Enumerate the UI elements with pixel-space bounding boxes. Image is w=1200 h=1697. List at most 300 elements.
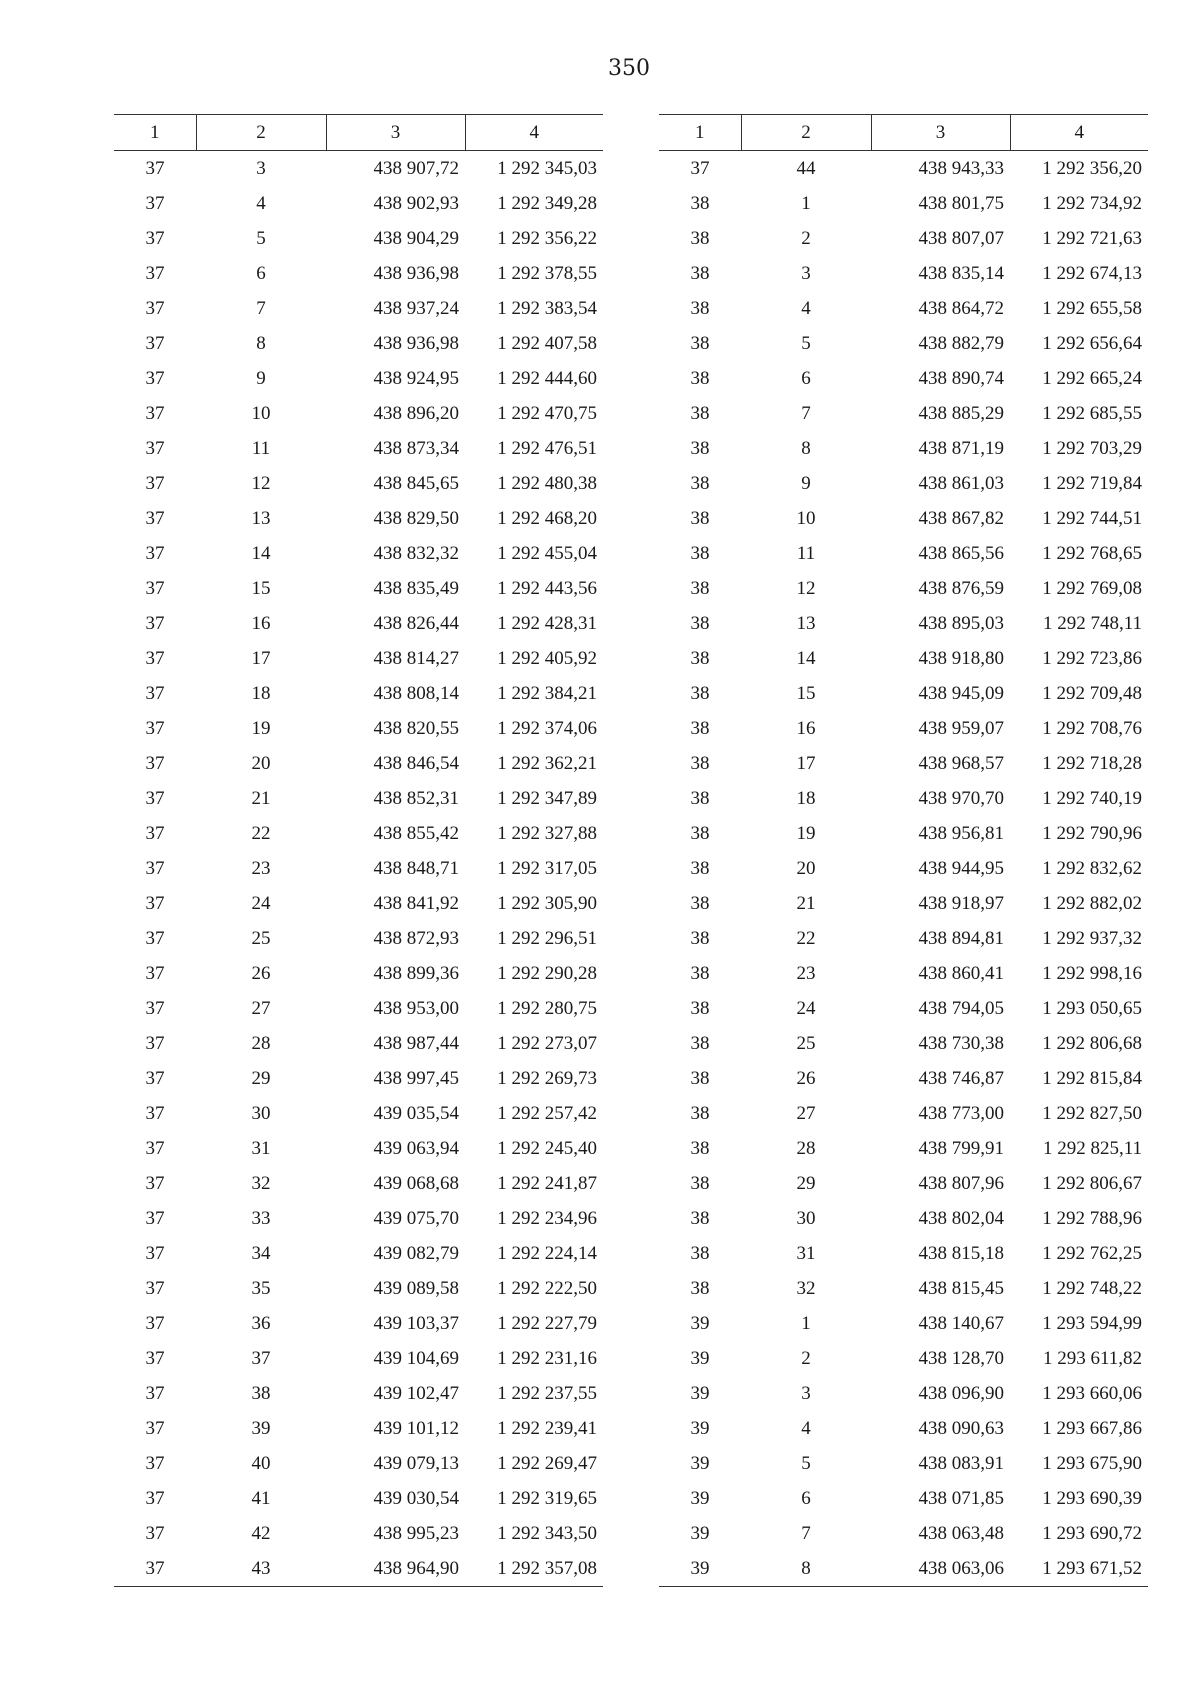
x-coordinate-cell: 438 865,56	[918, 542, 1004, 564]
point-number-cell: 15	[251, 577, 271, 599]
point-number-cell: 12	[251, 472, 271, 494]
x-coordinate-cell: 438 894,81	[918, 927, 1004, 949]
table-row	[659, 1096, 1148, 1131]
point-number-cell: 26	[251, 962, 271, 984]
contour-number-cell: 37	[145, 1487, 165, 1509]
table-row	[114, 1201, 603, 1236]
y-coordinate-cell: 1 292 305,90	[497, 892, 597, 914]
y-coordinate-cell: 1 292 790,96	[1042, 822, 1142, 844]
x-coordinate-cell: 438 815,45	[918, 1277, 1004, 1299]
point-number-cell: 5	[801, 1452, 811, 1474]
x-coordinate-cell: 438 083,91	[918, 1452, 1004, 1474]
point-number-cell: 43	[196, 1551, 326, 1587]
point-number-cell: 29	[251, 1067, 271, 1089]
x-coordinate-cell: 438 970,70	[918, 787, 1004, 809]
contour-number-cell: 38	[690, 682, 710, 704]
y-coordinate-cell: 1 292 224,14	[497, 1242, 597, 1264]
table-row	[659, 1376, 1148, 1411]
y-coordinate-cell: 1 292 815,84	[1042, 1067, 1142, 1089]
table-row	[114, 1306, 603, 1341]
x-coordinate-cell: 438 807,07	[918, 227, 1004, 249]
y-coordinate-cell: 1 292 269,73	[497, 1067, 597, 1089]
point-number-cell: 5	[256, 227, 266, 249]
contour-number-cell: 38	[690, 647, 710, 669]
contour-number-cell: 37	[145, 1277, 165, 1299]
point-number-cell: 8	[256, 332, 266, 354]
point-number-cell: 28	[796, 1137, 816, 1159]
table-row	[659, 851, 1148, 886]
x-coordinate-cell: 438 852,31	[373, 787, 459, 809]
x-coordinate-cell: 438 801,75	[918, 192, 1004, 214]
point-number-cell: 27	[796, 1102, 816, 1124]
point-number-cell: 6	[801, 1487, 811, 1509]
contour-number-cell: 37	[145, 1312, 165, 1334]
table-row	[659, 1516, 1148, 1551]
point-number-cell: 3	[801, 262, 811, 284]
x-coordinate-cell: 438 956,81	[918, 822, 1004, 844]
x-coordinate-cell: 439 102,47	[373, 1382, 459, 1404]
point-number-cell: 25	[796, 1032, 816, 1054]
column-header-2: 2	[741, 115, 871, 151]
x-coordinate-cell: 438 846,54	[373, 752, 459, 774]
point-number-cell: 11	[796, 542, 816, 564]
contour-number-cell: 37	[145, 892, 165, 914]
coordinates-table-left	[114, 114, 603, 1587]
x-coordinate-cell: 438 835,49	[373, 577, 459, 599]
point-number-cell: 14	[796, 647, 816, 669]
x-coordinate-cell: 438 140,67	[918, 1312, 1004, 1334]
contour-number-cell: 38	[690, 1067, 710, 1089]
x-coordinate-cell: 438 904,29	[373, 227, 459, 249]
point-number-cell: 4	[801, 1417, 811, 1439]
y-coordinate-cell: 1 292 317,05	[497, 857, 597, 879]
table-row	[114, 711, 603, 746]
table-row	[114, 1551, 603, 1587]
contour-number-cell: 39	[690, 1487, 710, 1509]
point-number-cell: 21	[796, 892, 816, 914]
point-number-cell: 7	[256, 297, 266, 319]
x-coordinate-cell: 438 794,05	[918, 997, 1004, 1019]
contour-number-cell: 37	[145, 262, 165, 284]
x-coordinate-cell: 438 896,20	[373, 402, 459, 424]
y-coordinate-cell: 1 292 239,41	[497, 1417, 597, 1439]
contour-number-cell: 37	[145, 1382, 165, 1404]
x-coordinate-cell: 439 030,54	[373, 1487, 459, 1509]
y-coordinate-cell: 1 292 347,89	[497, 787, 597, 809]
y-coordinate-cell: 1 292 718,28	[1042, 752, 1142, 774]
y-coordinate-cell: 1 293 690,39	[1042, 1487, 1142, 1509]
x-coordinate-cell: 438 907,72	[373, 157, 459, 179]
y-coordinate-cell: 1 292 357,08	[465, 1551, 603, 1587]
contour-number-cell: 38	[690, 857, 710, 879]
point-number-cell: 26	[796, 1067, 816, 1089]
point-number-cell: 6	[256, 262, 266, 284]
point-number-cell: 40	[251, 1452, 271, 1474]
point-number-cell: 24	[796, 997, 816, 1019]
point-number-cell: 15	[796, 682, 816, 704]
table-row	[114, 1516, 603, 1551]
contour-number-cell: 38	[690, 1207, 710, 1229]
point-number-cell: 2	[801, 227, 811, 249]
table-row	[659, 1411, 1148, 1446]
x-coordinate-cell: 438 987,44	[373, 1032, 459, 1054]
point-number-cell: 7	[801, 402, 811, 424]
contour-number-cell: 38	[690, 507, 710, 529]
contour-number-cell: 38	[690, 1242, 710, 1264]
table-row	[659, 1061, 1148, 1096]
table-row	[659, 221, 1148, 256]
point-number-cell: 6	[801, 367, 811, 389]
contour-number-cell: 38	[690, 542, 710, 564]
table-row	[659, 711, 1148, 746]
point-number-cell: 1	[801, 1312, 811, 1334]
contour-number-cell: 39	[690, 1312, 710, 1334]
x-coordinate-cell: 438 873,34	[373, 437, 459, 459]
contour-number-cell: 38	[690, 717, 710, 739]
contour-number-cell: 37	[145, 997, 165, 1019]
y-coordinate-cell: 1 292 296,51	[497, 927, 597, 949]
x-coordinate-cell: 438 895,03	[918, 612, 1004, 634]
y-coordinate-cell: 1 292 476,51	[497, 437, 597, 459]
x-coordinate-cell: 438 936,98	[373, 332, 459, 354]
x-coordinate-cell: 438 997,45	[373, 1067, 459, 1089]
x-coordinate-cell: 438 902,93	[373, 192, 459, 214]
x-coordinate-cell: 438 807,96	[918, 1172, 1004, 1194]
contour-number-cell: 37	[145, 752, 165, 774]
point-number-cell: 8	[801, 437, 811, 459]
y-coordinate-cell: 1 292 468,20	[497, 507, 597, 529]
column-header-2: 2	[196, 115, 326, 151]
y-coordinate-cell: 1 292 237,55	[497, 1382, 597, 1404]
contour-number-cell: 37	[145, 1207, 165, 1229]
y-coordinate-cell: 1 292 280,75	[497, 997, 597, 1019]
table-row	[114, 186, 603, 221]
table-row	[659, 256, 1148, 291]
point-number-cell: 16	[251, 612, 271, 634]
x-coordinate-cell: 438 845,65	[373, 472, 459, 494]
y-coordinate-cell: 1 292 245,40	[497, 1137, 597, 1159]
x-coordinate-cell: 438 861,03	[918, 472, 1004, 494]
table-row	[659, 151, 1148, 187]
table-row	[114, 326, 603, 361]
table-row	[659, 641, 1148, 676]
contour-number-cell: 37	[145, 612, 165, 634]
y-coordinate-cell: 1 292 405,92	[497, 647, 597, 669]
point-number-cell: 28	[251, 1032, 271, 1054]
y-coordinate-cell: 1 292 349,28	[497, 192, 597, 214]
contour-number-cell: 37	[145, 1347, 165, 1369]
table-row	[114, 606, 603, 641]
y-coordinate-cell: 1 292 480,38	[497, 472, 597, 494]
y-coordinate-cell: 1 292 708,76	[1042, 717, 1142, 739]
y-coordinate-cell: 1 292 407,58	[497, 332, 597, 354]
point-number-cell: 17	[796, 752, 816, 774]
table-row	[114, 396, 603, 431]
x-coordinate-cell: 438 876,59	[918, 577, 1004, 599]
y-coordinate-cell: 1 292 685,55	[1042, 402, 1142, 424]
y-coordinate-cell: 1 292 748,11	[1042, 612, 1142, 634]
x-coordinate-cell: 438 890,74	[918, 367, 1004, 389]
table-row	[659, 921, 1148, 956]
x-coordinate-cell: 438 964,90	[326, 1551, 465, 1587]
header-row	[114, 115, 603, 151]
contour-number-cell: 39	[659, 1551, 741, 1587]
y-coordinate-cell: 1 292 719,84	[1042, 472, 1142, 494]
x-coordinate-cell: 438 953,00	[373, 997, 459, 1019]
table-row	[114, 991, 603, 1026]
y-coordinate-cell: 1 292 748,22	[1042, 1277, 1142, 1299]
contour-number-cell: 38	[690, 752, 710, 774]
header-row	[659, 115, 1148, 151]
table-row	[114, 1481, 603, 1516]
table-row	[114, 956, 603, 991]
contour-number-cell: 38	[690, 472, 710, 494]
table-row	[659, 536, 1148, 571]
x-coordinate-cell: 439 082,79	[373, 1242, 459, 1264]
table-row	[659, 956, 1148, 991]
point-number-cell: 18	[251, 682, 271, 704]
x-coordinate-cell: 438 937,24	[373, 297, 459, 319]
table-row	[659, 1306, 1148, 1341]
contour-number-cell: 37	[145, 647, 165, 669]
y-coordinate-cell: 1 292 269,47	[497, 1452, 597, 1474]
contour-number-cell: 38	[690, 367, 710, 389]
contour-number-cell: 37	[145, 157, 165, 179]
table-row	[114, 1131, 603, 1166]
point-number-cell: 3	[801, 1382, 811, 1404]
y-coordinate-cell: 1 293 690,72	[1042, 1522, 1142, 1544]
contour-number-cell: 38	[690, 297, 710, 319]
page-number: 350	[608, 56, 650, 81]
table-row	[114, 221, 603, 256]
contour-number-cell: 37	[145, 1522, 165, 1544]
x-coordinate-cell: 438 829,50	[373, 507, 459, 529]
table-row	[659, 816, 1148, 851]
y-coordinate-cell: 1 293 594,99	[1042, 1312, 1142, 1334]
point-number-cell: 20	[251, 752, 271, 774]
point-number-cell: 16	[796, 717, 816, 739]
contour-number-cell: 38	[690, 402, 710, 424]
table-row	[114, 256, 603, 291]
x-coordinate-cell: 438 832,32	[373, 542, 459, 564]
x-coordinate-cell: 438 860,41	[918, 962, 1004, 984]
point-number-cell: 1	[801, 192, 811, 214]
table-row	[659, 361, 1148, 396]
y-coordinate-cell: 1 292 345,03	[497, 157, 597, 179]
column-header-1: 1	[114, 115, 196, 151]
y-coordinate-cell: 1 292 378,55	[497, 262, 597, 284]
point-number-cell: 17	[251, 647, 271, 669]
y-coordinate-cell: 1 292 470,75	[497, 402, 597, 424]
contour-number-cell: 38	[690, 787, 710, 809]
table-row	[659, 1341, 1148, 1376]
point-number-cell: 23	[796, 962, 816, 984]
y-coordinate-cell: 1 292 234,96	[497, 1207, 597, 1229]
x-coordinate-cell: 439 101,12	[373, 1417, 459, 1439]
point-number-cell: 42	[251, 1522, 271, 1544]
x-coordinate-cell: 438 918,80	[918, 647, 1004, 669]
point-number-cell: 3	[256, 157, 266, 179]
contour-number-cell: 37	[145, 1417, 165, 1439]
table-row	[114, 1236, 603, 1271]
x-coordinate-cell: 438 867,82	[918, 507, 1004, 529]
x-coordinate-cell: 439 035,54	[373, 1102, 459, 1124]
table-row	[114, 291, 603, 326]
y-coordinate-cell: 1 292 740,19	[1042, 787, 1142, 809]
y-coordinate-cell: 1 292 882,02	[1042, 892, 1142, 914]
table-row	[659, 1026, 1148, 1061]
point-number-cell: 32	[796, 1277, 816, 1299]
table-row	[114, 781, 603, 816]
column-header-4: 4	[465, 115, 603, 151]
x-coordinate-cell: 438 871,19	[918, 437, 1004, 459]
x-coordinate-cell: 438 918,97	[918, 892, 1004, 914]
x-coordinate-cell: 438 773,00	[918, 1102, 1004, 1124]
y-coordinate-cell: 1 292 762,25	[1042, 1242, 1142, 1264]
contour-number-cell: 38	[690, 1172, 710, 1194]
table-row	[114, 571, 603, 606]
contour-number-cell: 38	[690, 192, 710, 214]
point-number-cell: 9	[801, 472, 811, 494]
y-coordinate-cell: 1 292 806,67	[1042, 1172, 1142, 1194]
point-number-cell: 19	[251, 717, 271, 739]
contour-number-cell: 37	[145, 1452, 165, 1474]
y-coordinate-cell: 1 293 050,65	[1042, 997, 1142, 1019]
y-coordinate-cell: 1 292 428,31	[497, 612, 597, 634]
table-row	[114, 1271, 603, 1306]
contour-number-cell: 37	[145, 192, 165, 214]
contour-number-cell: 37	[145, 332, 165, 354]
y-coordinate-cell: 1 292 319,65	[497, 1487, 597, 1509]
point-number-cell: 31	[251, 1137, 271, 1159]
point-number-cell: 21	[251, 787, 271, 809]
point-number-cell: 33	[251, 1207, 271, 1229]
x-coordinate-cell: 438 959,07	[918, 717, 1004, 739]
x-coordinate-cell: 439 068,68	[373, 1172, 459, 1194]
contour-number-cell: 37	[145, 787, 165, 809]
contour-number-cell: 38	[690, 577, 710, 599]
x-coordinate-cell: 438 848,71	[373, 857, 459, 879]
contour-number-cell: 39	[690, 1417, 710, 1439]
y-coordinate-cell: 1 292 806,68	[1042, 1032, 1142, 1054]
contour-number-cell: 37	[145, 577, 165, 599]
x-coordinate-cell: 439 063,94	[373, 1137, 459, 1159]
y-coordinate-cell: 1 292 383,54	[497, 297, 597, 319]
contour-number-cell: 38	[690, 332, 710, 354]
y-coordinate-cell: 1 292 241,87	[497, 1172, 597, 1194]
contour-number-cell: 38	[690, 822, 710, 844]
contour-number-cell: 38	[690, 262, 710, 284]
x-coordinate-cell: 438 835,14	[918, 262, 1004, 284]
x-coordinate-cell: 439 079,13	[373, 1452, 459, 1474]
x-coordinate-cell: 439 089,58	[373, 1277, 459, 1299]
y-coordinate-cell: 1 292 937,32	[1042, 927, 1142, 949]
table-row	[114, 431, 603, 466]
y-coordinate-cell: 1 292 356,20	[1042, 157, 1142, 179]
point-number-cell: 13	[796, 612, 816, 634]
x-coordinate-cell: 438 802,04	[918, 1207, 1004, 1229]
x-coordinate-cell: 438 899,36	[373, 962, 459, 984]
x-coordinate-cell: 438 128,70	[918, 1347, 1004, 1369]
table-row	[659, 676, 1148, 711]
table-row	[114, 641, 603, 676]
point-number-cell: 7	[801, 1522, 811, 1544]
contour-number-cell: 38	[690, 997, 710, 1019]
contour-number-cell: 37	[690, 157, 710, 179]
point-number-cell: 39	[251, 1417, 271, 1439]
table-row	[114, 921, 603, 956]
y-coordinate-cell: 1 292 444,60	[497, 367, 597, 389]
table-row	[659, 1271, 1148, 1306]
x-coordinate-cell: 438 730,38	[918, 1032, 1004, 1054]
contour-number-cell: 37	[145, 367, 165, 389]
contour-number-cell: 39	[690, 1382, 710, 1404]
x-coordinate-cell: 439 103,37	[373, 1312, 459, 1334]
x-coordinate-cell: 439 075,70	[373, 1207, 459, 1229]
column-header-3: 3	[871, 115, 1010, 151]
x-coordinate-cell: 438 096,90	[918, 1382, 1004, 1404]
table-row	[114, 361, 603, 396]
contour-number-cell: 37	[145, 227, 165, 249]
point-number-cell: 9	[256, 367, 266, 389]
y-coordinate-cell: 1 292 655,58	[1042, 297, 1142, 319]
contour-number-cell: 38	[690, 437, 710, 459]
table-row	[659, 886, 1148, 921]
point-number-cell: 4	[801, 297, 811, 319]
y-coordinate-cell: 1 292 832,62	[1042, 857, 1142, 879]
contour-number-cell: 39	[690, 1522, 710, 1544]
point-number-cell: 23	[251, 857, 271, 879]
x-coordinate-cell: 438 799,91	[918, 1137, 1004, 1159]
x-coordinate-cell: 438 936,98	[373, 262, 459, 284]
y-coordinate-cell: 1 292 656,64	[1042, 332, 1142, 354]
table-row	[114, 1096, 603, 1131]
y-coordinate-cell: 1 292 290,28	[497, 962, 597, 984]
x-coordinate-cell: 438 885,29	[918, 402, 1004, 424]
table-row	[114, 1026, 603, 1061]
contour-number-cell: 38	[690, 962, 710, 984]
y-coordinate-cell: 1 292 788,96	[1042, 1207, 1142, 1229]
contour-number-cell: 38	[690, 1277, 710, 1299]
table-row	[659, 1131, 1148, 1166]
contour-number-cell: 37	[114, 1551, 196, 1587]
point-number-cell: 22	[796, 927, 816, 949]
point-number-cell: 11	[251, 437, 271, 459]
contour-number-cell: 37	[145, 1032, 165, 1054]
x-coordinate-cell: 438 820,55	[373, 717, 459, 739]
point-number-cell: 44	[796, 157, 816, 179]
table-row	[659, 746, 1148, 781]
x-coordinate-cell: 438 855,42	[373, 822, 459, 844]
table-row	[114, 501, 603, 536]
point-number-cell: 10	[796, 507, 816, 529]
y-coordinate-cell: 1 292 343,50	[497, 1522, 597, 1544]
table-row	[659, 1166, 1148, 1201]
contour-number-cell: 38	[690, 927, 710, 949]
point-number-cell: 35	[251, 1277, 271, 1299]
x-coordinate-cell: 438 864,72	[918, 297, 1004, 319]
x-coordinate-cell: 438 995,23	[373, 1522, 459, 1544]
contour-number-cell: 37	[145, 1172, 165, 1194]
contour-number-cell: 37	[145, 437, 165, 459]
point-number-cell: 22	[251, 822, 271, 844]
y-coordinate-cell: 1 293 675,90	[1042, 1452, 1142, 1474]
table-row	[114, 1166, 603, 1201]
point-number-cell: 25	[251, 927, 271, 949]
x-coordinate-cell: 438 063,06	[871, 1551, 1010, 1587]
point-number-cell: 13	[251, 507, 271, 529]
y-coordinate-cell: 1 293 671,52	[1010, 1551, 1148, 1587]
